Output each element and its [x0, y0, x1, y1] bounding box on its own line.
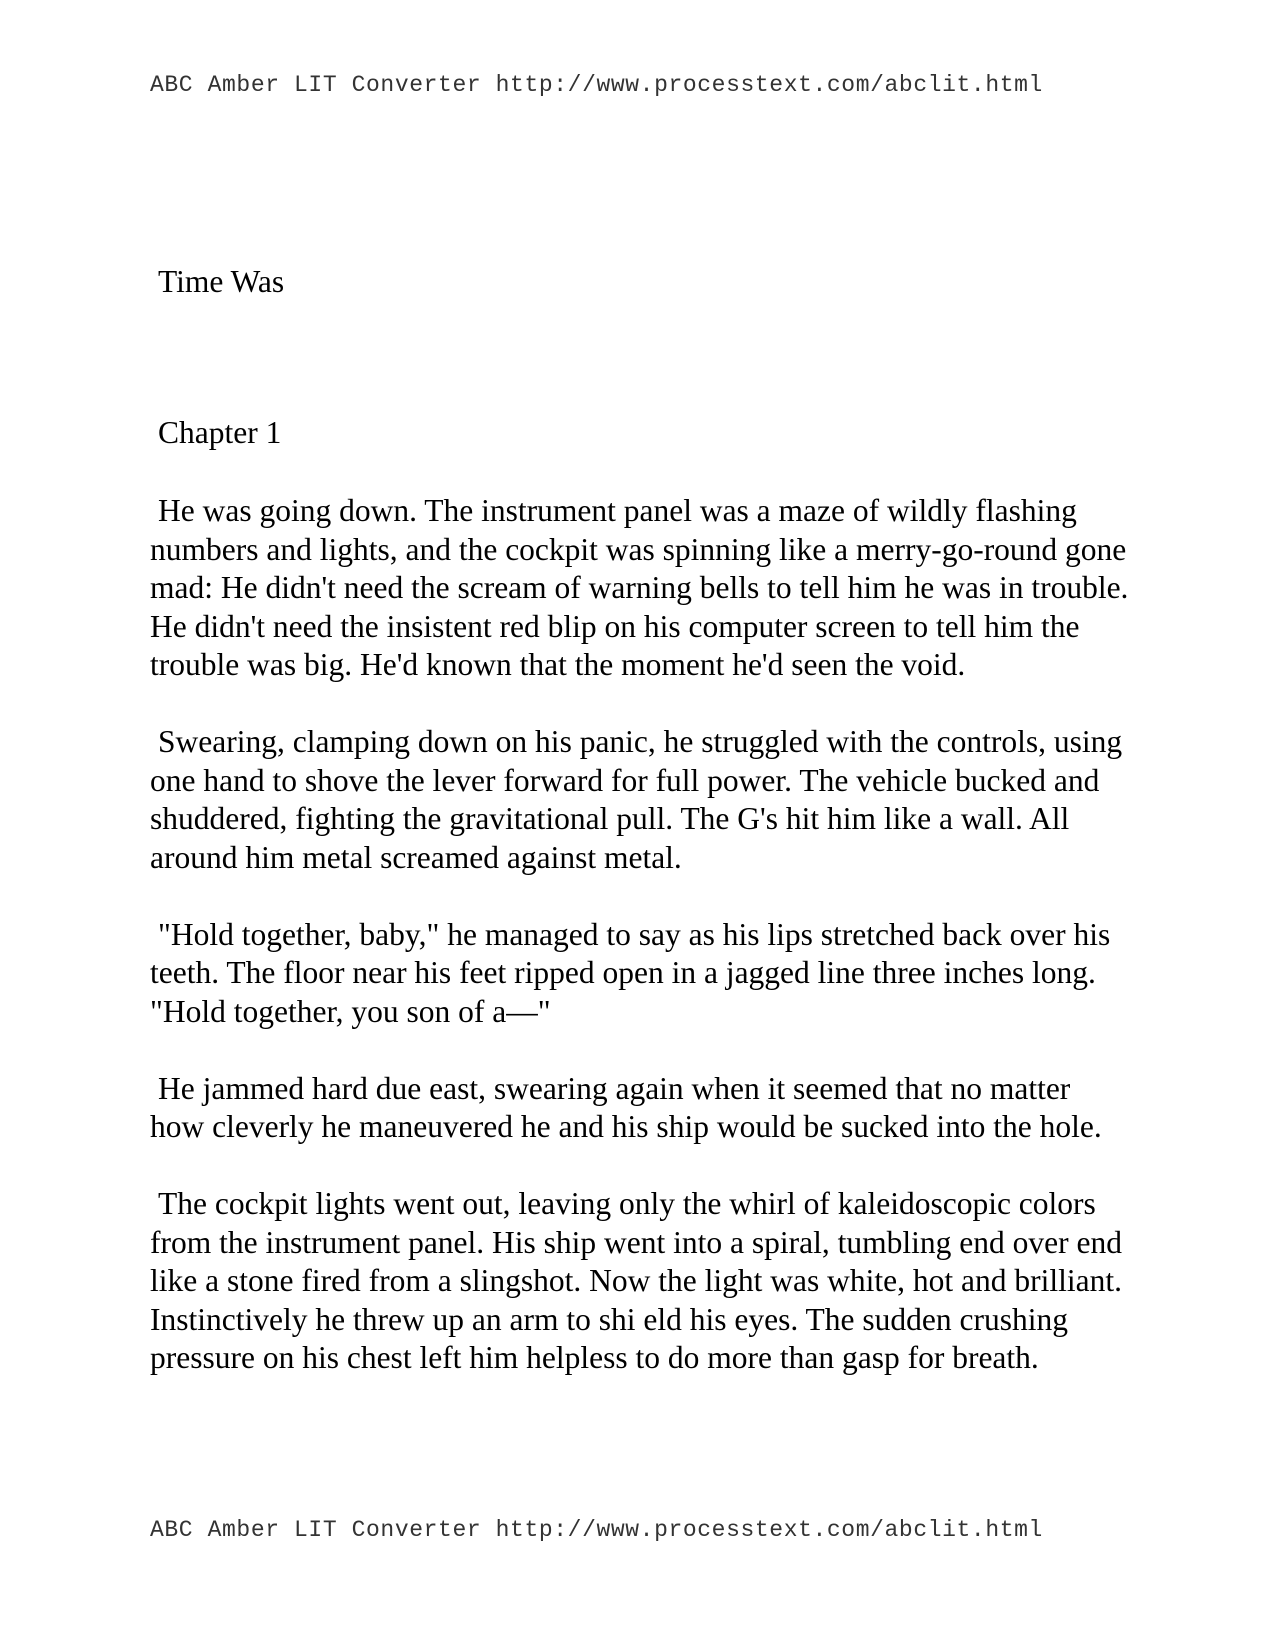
chapter-body: [150, 492, 1130, 1378]
page-footer-converter-note: ABC Amber LIT Converter http://www.processtext.com/abclit.html: [150, 1517, 1043, 1543]
chapter-heading: Chapter 1: [158, 415, 282, 450]
paragraph-1: He was going down. The instrument panel was a maze of wildly flashing numbers and lights, and the cockpit was spinning like a merry-go-round gone mad: He didn't need the scream of warning bells to tell him he was in trouble. He didn't need the insistent red blip on his computer screen to tell him the trouble was big. He'd known that the moment he'd seen the void.: [150, 493, 1129, 682]
book-title: Time Was: [158, 264, 285, 299]
paragraph-2: Swearing, clamping down on his panic, he struggled with the controls, using one hand to shove the lever forward for full power. The vehicle bucked and shuddered, fighting the gravitational pull. The G's hit him like a wall. All around him metal screamed against metal.: [150, 724, 1123, 875]
paragraph-5: The cockpit lights went out, leaving only the whirl of kaleidoscopic colors from the instrument panel. His ship went into a spiral, tumbling end over end like a stone fired from a slingshot. Now the light was white, hot and brilliant. Instinctively he threw up an arm to shi eld his eyes. The sudden crushing pressure on his chest left him helpless to do more than gasp for breath.: [150, 1186, 1122, 1375]
paragraph-4: He jammed hard due east, swearing again when it seemed that no matter how cleverly he maneuvered he and his ship would be sucked into the hole.: [150, 1070, 1102, 1144]
page-header-converter-note: ABC Amber LIT Converter http://www.processtext.com/abclit.html: [150, 72, 1043, 98]
paragraph-3: "Hold together, baby," he managed to say as his lips stretched back over his teeth. The floor near his feet ripped open in a jagged line three inches long. "Hold together, you son of a—": [150, 916, 1111, 1029]
